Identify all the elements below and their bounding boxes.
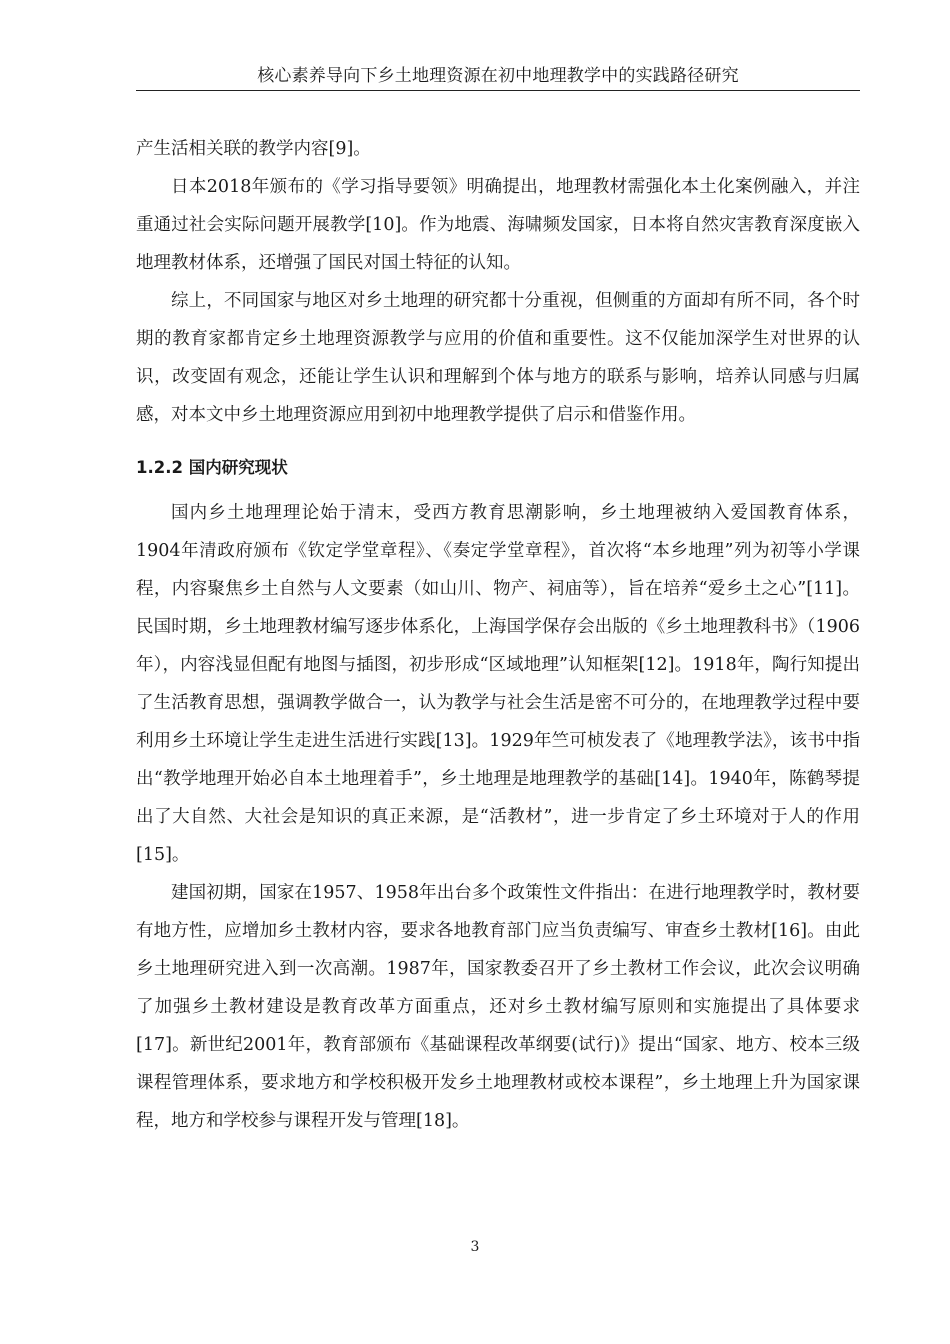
section-heading: 1.2.2 国内研究现状: [136, 458, 288, 477]
paragraph-domestic-modern: 建国初期，国家在1957、1958年出台多个政策性文件指出：在进行地理教学时，教材要有地方性，应增加乡土教材内容，要求各地教育部门应当负责编写、审查乡土教材[16]。由此乡土地理研究进入到一次高潮。1987年，国家教委召开了乡土教材工作会议，此次会议明确了加强乡土教材建设是教育改革方面重点，还对乡土教材编写原则和实施提出了具体要求[17]。新世纪2001年，教育部颁布《基础课程改革纲要(试行)》提出“国家、地方、校本三级课程管理体系，要求地方和学校积极开发乡土地理教材或校本课程”，乡土地理上升为国家课程，地方和学校参与课程开发与管理[18]。: [136, 883, 860, 1131]
paragraph-continuation: 产生活相关联的教学内容[9]。: [136, 139, 371, 159]
paragraph-domestic-history: 国内乡土地理理论始于清末，受西方教育思潮影响，乡土地理被纳入爱国教育体系，1904年清政府颁布《钦定学堂章程》、《奏定学堂章程》，首次将“本乡地理”列为初等小学课程，内容聚焦乡土自然与人文要素（如山川、物产、祠庙等），旨在培养“爱乡土之心”[11]。民国时期，乡土地理教材编写逐步体系化，上海国学保存会出版的《乡土地理教科书》（1906年），内容浅显但配有地图与插图，初步形成“区域地理”认知框架[12]。1918年，陶行知提出了生活教育思想，强调教学做合一，认为教学与社会生活是密不可分的，在地理教学过程中要利用乡土环境让学生走进生活进行实践[13]。1929年竺可桢发表了《地理教学法》，该书中指出“教学地理开始必自本土地理着手”，乡土地理是地理教学的基础[14]。1940年，陈鹤琴提出了大自然、大社会是知识的真正来源，是“活教材”，进一步肯定了乡土环境对于人的作用[15]。: [136, 503, 860, 865]
page-number: 3: [470, 1239, 480, 1255]
running-header: 核心素养导向下乡土地理资源在初中地理教学中的实践路径研究: [136, 66, 860, 91]
paragraph-summary: 综上，不同国家与地区对乡土地理的研究都十分重视，但侧重的方面却有所不同，各个时期的教育家都肯定乡土地理资源教学与应用的价值和重要性。这不仅能加深学生对世界的认识，改变固有观念，还能让学生认识和理解到个体与地方的联系与影响，培养认同感与归属感，对本文中乡土地理资源应用到初中地理教学提供了启示和借鉴作用。: [136, 291, 860, 425]
paragraph-japan: 日本2018年颁布的《学习指导要领》明确提出，地理教材需强化本土化案例融入，并注重通过社会实际问题开展教学[10]。作为地震、海啸频发国家，日本将自然灾害教育深度嵌入地理教材体系，还增强了国民对国土特征的认知。: [136, 177, 860, 273]
body-text: [136, 130, 860, 1140]
